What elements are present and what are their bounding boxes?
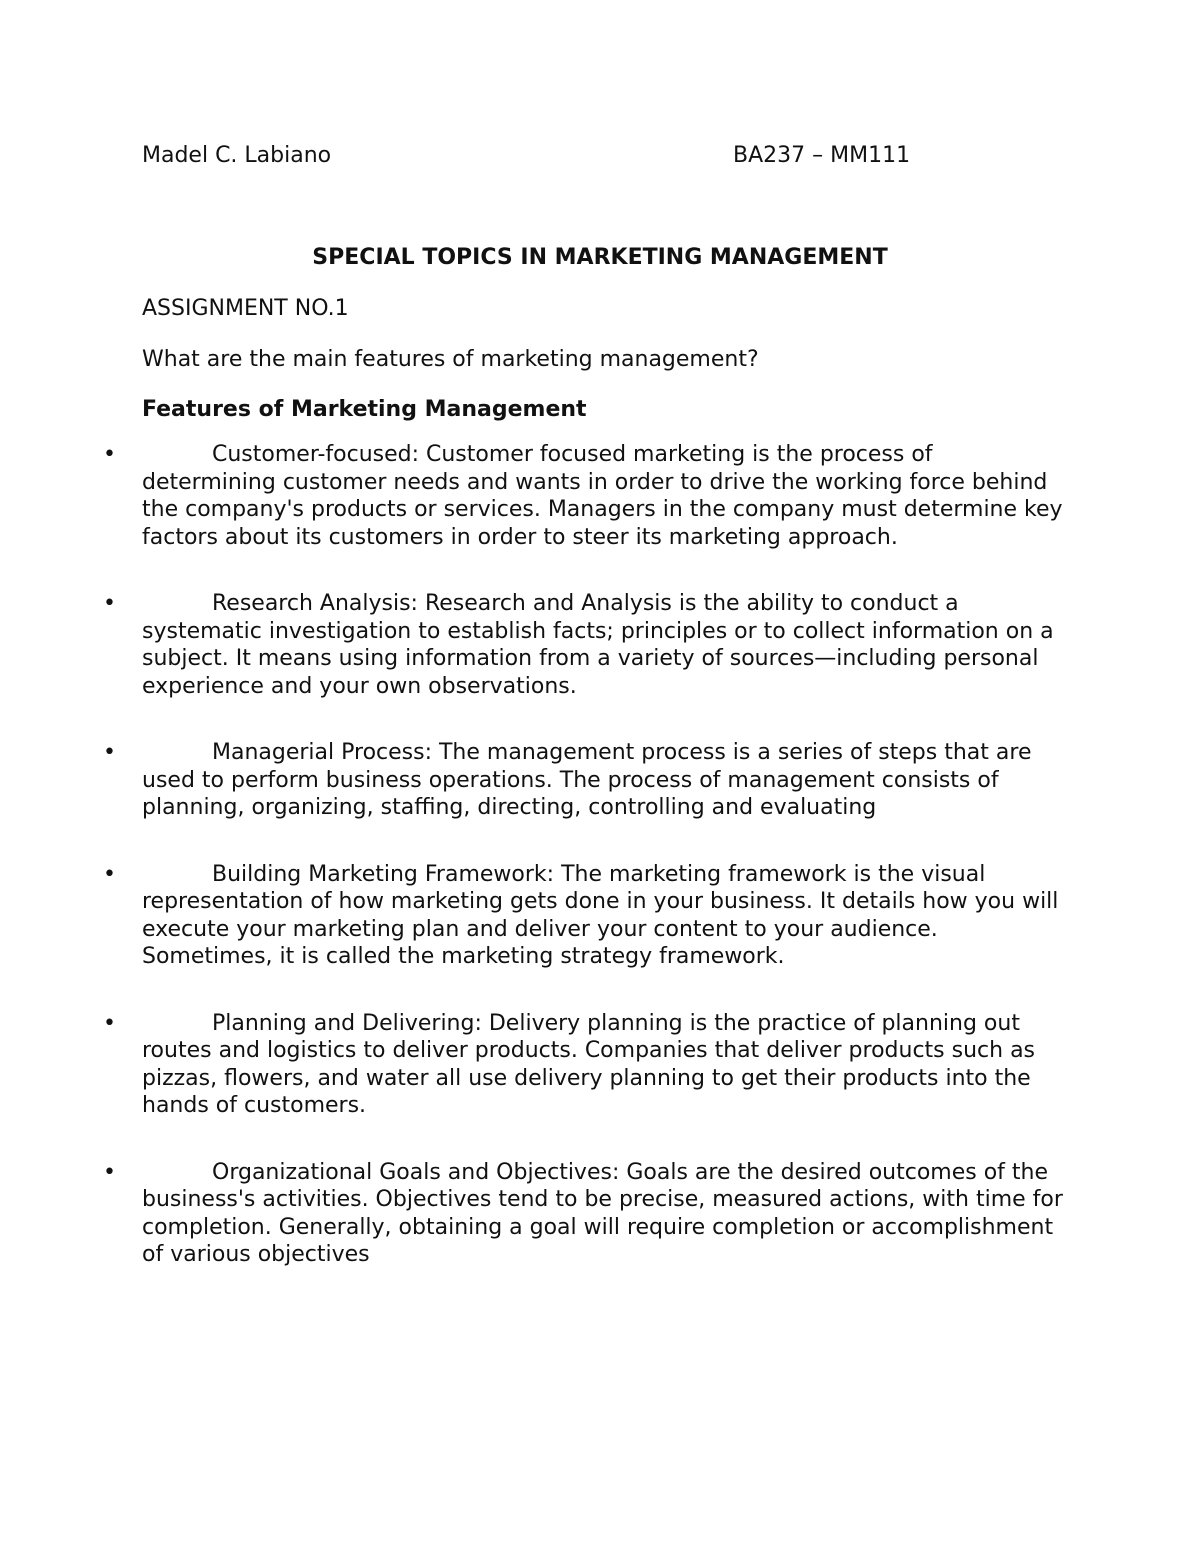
student-name: Madel C. Labiano xyxy=(142,143,332,168)
document-title: SPECIAL TOPICS IN MARKETING MANAGEMENT xyxy=(312,245,888,270)
bullet-icon: • xyxy=(103,1159,116,1185)
bullet-icon: • xyxy=(103,1010,116,1036)
feature-text: Organizational Goals and Objectives: Goals are the desired outcomes of the business's activities. Objectives tend to be precise, measured actions, with time for completion. Generally, obtaining a goal will require completion or accomplishment of various objectives xyxy=(142,1159,1063,1267)
features-list xyxy=(0,441,1200,1308)
list-item xyxy=(0,861,1072,971)
list-item xyxy=(0,1159,1072,1269)
list-item xyxy=(0,1010,1072,1120)
feature-text: Managerial Process: The management process is a series of steps that are used to perform business operations. The process of management consists of planning, organizing, staffing, directing, controlling and evaluating xyxy=(142,740,1032,820)
bullet-icon: • xyxy=(103,861,116,887)
section-heading: Features of Marketing Management xyxy=(142,397,587,422)
feature-text: Research Analysis: Research and Analysis is the ability to conduct a systematic investigation to establish facts; principles or to collect information on a subject. It means using information from a variety of sources—including personal experience and your own observations. xyxy=(142,591,1054,699)
feature-text: Planning and Delivering: Delivery planning is the practice of planning out routes and logistics to deliver products. Companies that deliver products such as pizzas, flowers, and water all use delivery planning to get their products into the hands of customers. xyxy=(142,1010,1036,1118)
list-item xyxy=(0,441,1072,551)
list-item xyxy=(0,739,1072,822)
bullet-icon: • xyxy=(103,442,116,467)
bullet-icon: • xyxy=(103,591,116,616)
bullet-icon: • xyxy=(103,740,116,765)
feature-text: Building Marketing Framework: The marketing framework is the visual representation of how marketing gets done in your business. It details how you will execute your marketing plan and deliver your content to your audience. Sometimes, it is called the marketing strategy framework. xyxy=(142,861,1059,969)
list-item xyxy=(0,590,1072,700)
feature-text: Customer-focused: Customer focused marketing is the process of determining customer needs and wants in order to drive the working force behind the company's products or services. Managers in the company must determine key factors about its customers in order to steer its marketing approach. xyxy=(142,442,1063,550)
course-code: BA237 – MM111 xyxy=(733,143,911,168)
assignment-number: ASSIGNMENT NO.1 xyxy=(142,296,349,321)
assignment-question: What are the main features of marketing management? xyxy=(142,347,759,372)
